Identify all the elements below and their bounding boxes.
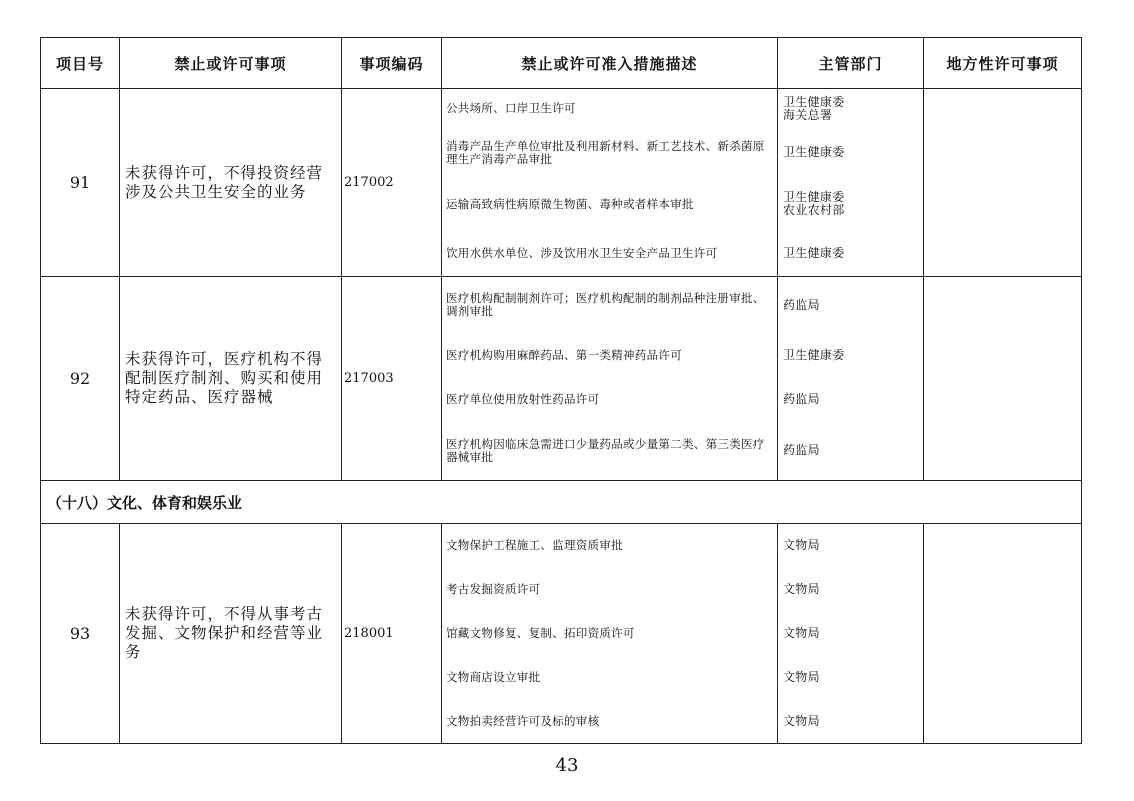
department: 文物局 [783,625,820,640]
measure-desc: 医疗单位使用放射性药品许可 [446,391,600,406]
item-number: 91 [41,89,120,277]
measure-desc: 运输高致病性病原微生物菌、毒种或者样本审批 [446,196,694,211]
department-list [778,89,924,277]
department: 药监局 [783,297,820,312]
item-text: 未获得许可，不得从事考古发掘、文物保护和经营等业务 [120,524,342,744]
measure-desc: 文物商店设立审批 [446,669,541,684]
page-number: 43 [555,755,579,776]
header-measure: 禁止或许可准入措施描述 [442,38,778,89]
measure-desc: 医疗机构配制制剂许可；医疗机构配制的制剂品种注册审批、调剂审批 [446,291,765,318]
header-item-number: 项目号 [41,38,120,89]
header-code: 事项编码 [342,38,442,89]
item-code: 218001 [342,524,442,744]
item-code: 217002 [342,89,442,277]
measure-desc: 考古发掘资质许可 [446,581,541,596]
item-text: 未获得许可，医疗机构不得配制医疗制剂、购买和使用特定药品、医疗器械 [120,277,342,481]
item-number: 92 [41,277,120,481]
measure-desc: 馆藏文物修复、复制、拓印资质许可 [446,625,635,640]
item-number: 93 [41,524,120,744]
department: 药监局 [783,391,820,406]
department-list [778,524,924,744]
department: 卫生健康委 [783,246,845,260]
measure-desc: 文物保护工程施工、监理资质审批 [446,538,623,552]
local-permission [924,277,1082,481]
measure-desc: 文物拍卖经营许可及标的审核 [446,713,600,728]
department: 卫生健康委 [783,347,845,362]
table-header-row [41,38,1082,89]
department: 文物局 [783,538,820,552]
department: 卫生健康委 农业农村部 [783,190,845,217]
item-code: 217003 [342,277,442,481]
local-permission [924,524,1082,744]
measure-desc: 医疗机构购用麻醉药品、第一类精神药品许可 [446,347,682,362]
header-department: 主管部门 [778,38,924,89]
department: 文物局 [783,669,820,684]
item-text: 未获得许可，不得投资经营涉及公共卫生安全的业务 [120,89,342,277]
local-permission [924,89,1082,277]
permission-table [40,37,1082,744]
header-local: 地方性许可事项 [924,38,1082,89]
department: 卫生健康委 [783,145,845,159]
measure-list [442,524,778,744]
department: 卫生健康委 海关总署 [783,94,845,122]
table-row [41,277,1082,481]
department: 文物局 [783,581,820,596]
table-row [41,524,1082,744]
measure-desc: 医疗机构因临床急需进口少量药品或少量第二类、第三类医疗器械审批 [446,436,765,464]
department-list [778,277,924,481]
measure-list [442,89,778,277]
measure-desc: 消毒产品生产单位审批及利用新材料、新工艺技术、新杀菌原理生产消毒产品审批 [446,138,765,166]
header-item: 禁止或许可事项 [120,38,342,89]
measure-desc: 公共场所、口岸卫生许可 [446,101,576,115]
measure-list [442,277,778,481]
measure-desc: 饮用水供水单位、涉及饮用水卫生安全产品卫生许可 [446,246,718,260]
table-row [41,89,1082,277]
section-title: （十八）文化、体育和娱乐业 [41,481,1082,524]
department: 药监局 [783,443,820,457]
section-row [41,481,1082,524]
department: 文物局 [783,713,820,728]
